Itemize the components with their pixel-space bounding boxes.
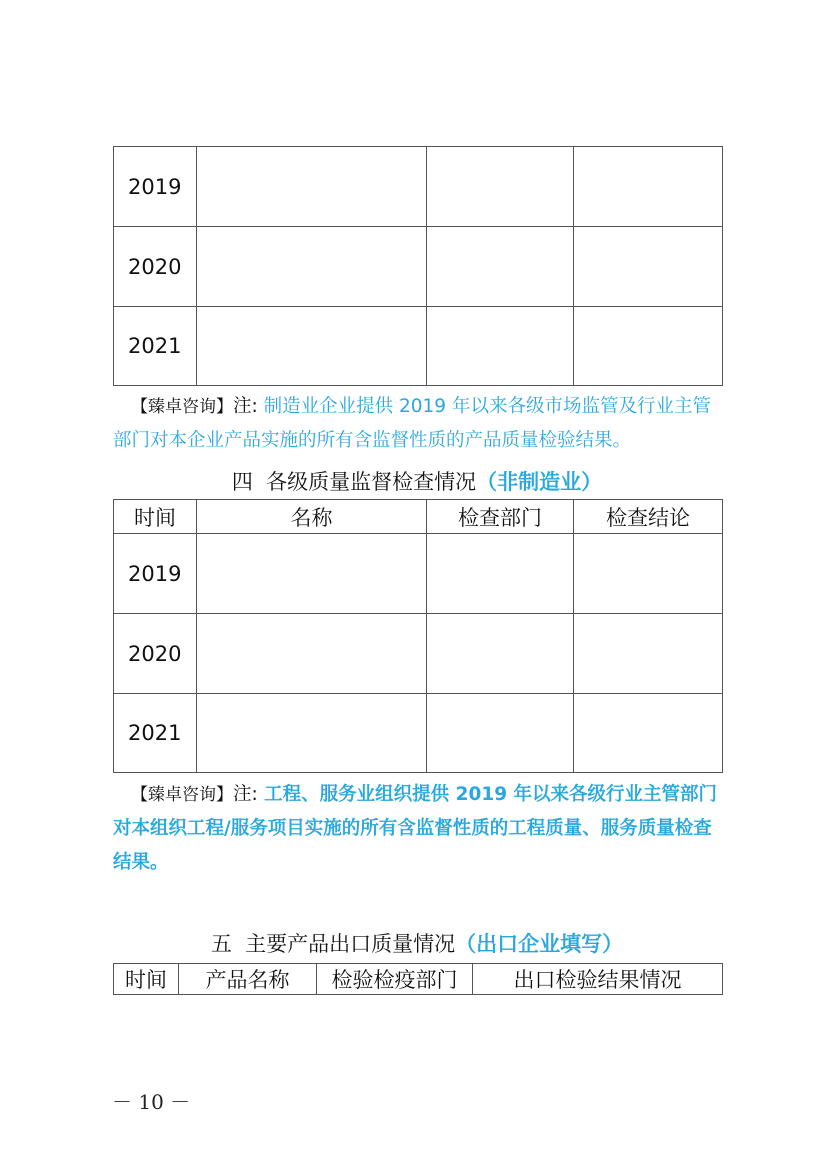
header-time: 时间 bbox=[114, 964, 179, 995]
table-header-row bbox=[114, 500, 723, 534]
note-tag: 【臻卓咨询】 bbox=[131, 785, 233, 805]
dept-cell[interactable] bbox=[427, 227, 574, 307]
section4-qualifier: （非制造业） bbox=[476, 470, 603, 494]
dept-cell[interactable] bbox=[427, 694, 574, 773]
section4-number: 四 bbox=[231, 470, 253, 494]
conclusion-cell[interactable] bbox=[574, 534, 723, 614]
year-cell: 2020 bbox=[114, 614, 197, 694]
header-export-result: 出口检验结果情况 bbox=[473, 964, 723, 995]
year-cell: 2019 bbox=[114, 147, 197, 227]
dept-cell[interactable] bbox=[427, 147, 574, 227]
dept-cell[interactable] bbox=[427, 307, 574, 386]
header-time: 时间 bbox=[114, 500, 197, 534]
section4-title: 各级质量监督检查情况 bbox=[266, 470, 477, 494]
year-cell: 2021 bbox=[114, 307, 197, 386]
year-cell: 2021 bbox=[114, 694, 197, 773]
conclusion-cell[interactable] bbox=[574, 694, 723, 773]
note-text: 工程、服务业组织提供 2019 年以来各级行业主管部门对本组织工程/服务项目实施的所有含监督性质的工程质量、服务质量检查结果。 bbox=[113, 784, 718, 873]
note-text: 制造业企业提供 2019 年以来各级市场监管及行业主管部门对本企业产品实施的所有含监督性质的产品质量检验结果。 bbox=[113, 396, 711, 451]
header-product-name: 产品名称 bbox=[179, 964, 317, 995]
section5-qualifier: （出口企业填写） bbox=[455, 932, 624, 956]
note-prefix: 注: bbox=[233, 784, 258, 805]
header-conclusion: 检查结论 bbox=[574, 500, 723, 534]
name-cell[interactable] bbox=[197, 147, 427, 227]
section4-heading bbox=[113, 466, 721, 496]
name-cell[interactable] bbox=[197, 227, 427, 307]
table-row bbox=[114, 227, 723, 307]
year-cell: 2019 bbox=[114, 534, 197, 614]
table-row bbox=[114, 147, 723, 227]
note-manufacturing bbox=[113, 390, 727, 458]
table-row bbox=[114, 307, 723, 386]
table-row bbox=[114, 614, 723, 694]
table-section3-continuation bbox=[113, 146, 723, 386]
section5-heading bbox=[113, 928, 721, 958]
year-cell: 2020 bbox=[114, 227, 197, 307]
name-cell[interactable] bbox=[197, 307, 427, 386]
header-inspection-dept: 检验检疫部门 bbox=[317, 964, 473, 995]
table-header-row bbox=[114, 964, 723, 995]
table-section5 bbox=[113, 963, 723, 995]
page-number: － 10 － bbox=[112, 1090, 191, 1114]
section5-title: 主要产品出口质量情况 bbox=[245, 932, 456, 956]
name-cell[interactable] bbox=[197, 614, 427, 694]
header-name: 名称 bbox=[197, 500, 427, 534]
dept-cell[interactable] bbox=[427, 534, 574, 614]
table-section4 bbox=[113, 499, 723, 773]
table-row bbox=[114, 694, 723, 773]
note-prefix: 注: bbox=[233, 396, 258, 417]
conclusion-cell[interactable] bbox=[574, 614, 723, 694]
result-cell[interactable] bbox=[574, 147, 723, 227]
table-row bbox=[114, 534, 723, 614]
name-cell[interactable] bbox=[197, 534, 427, 614]
result-cell[interactable] bbox=[574, 307, 723, 386]
header-dept: 检查部门 bbox=[427, 500, 574, 534]
section5-number: 五 bbox=[210, 932, 232, 956]
name-cell[interactable] bbox=[197, 694, 427, 773]
note-tag: 【臻卓咨询】 bbox=[131, 397, 233, 417]
result-cell[interactable] bbox=[574, 227, 723, 307]
note-service bbox=[113, 778, 727, 880]
dept-cell[interactable] bbox=[427, 614, 574, 694]
